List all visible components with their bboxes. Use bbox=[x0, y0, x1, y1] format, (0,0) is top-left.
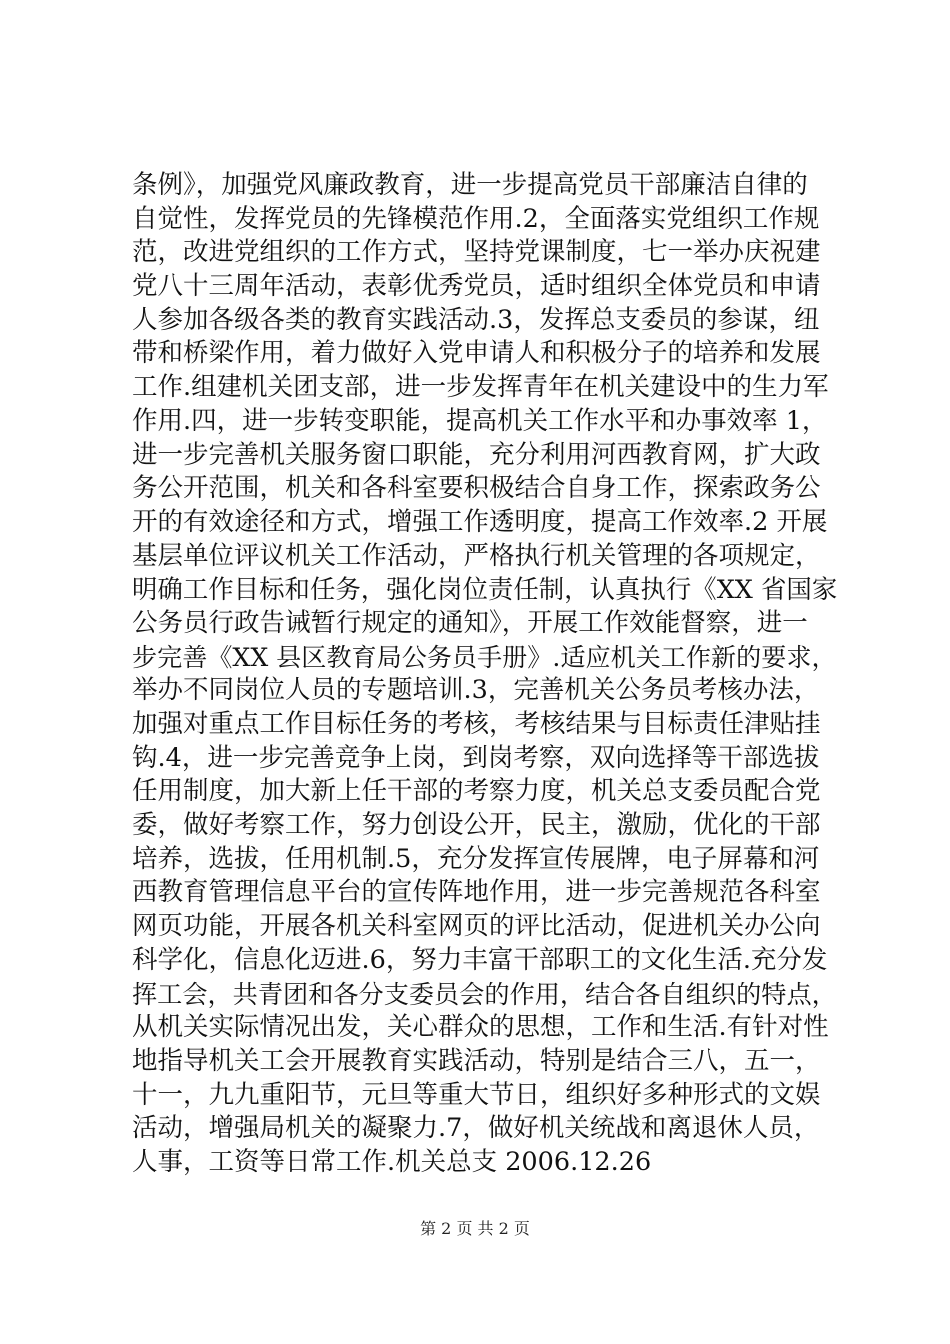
text-line: 范，改进党组织的工作方式，坚持党课制度，七一举办庆祝建 bbox=[132, 237, 821, 268]
text-line: 从机关实际情况出发，关心群众的思想，工作和生活.有针对性 bbox=[132, 1012, 829, 1043]
text-line: 进一步完善机关服务窗口职能，充分利用河西教育网，扩大政 bbox=[132, 439, 821, 470]
text-line: 地指导机关工会开展教育实践活动，特别是结合三八，五一， bbox=[132, 1045, 821, 1076]
text-line: 挥工会，共青团和各分支委员会的作用，结合各自组织的特点， bbox=[132, 979, 837, 1009]
text-line: 培养，选拔，任用机制.5，充分发挥宣传展牌，电子屏幕和河 bbox=[132, 843, 820, 874]
text-line: 党八十三周年活动，表彰优秀党员，适时组织全体党员和申请 bbox=[132, 271, 821, 302]
text-line: 西教育管理信息平台的宣传阵地作用，进一步完善规范各科室 bbox=[132, 877, 821, 908]
text-line: 公务员行政告诫暂行规定的通知》，开展工作效能督察，进一 bbox=[132, 607, 808, 638]
text-line: 条例》，加强党风廉政教育，进一步提高党员干部廉洁自律的 bbox=[132, 170, 808, 200]
text-line: 网页功能，开展各机关科室网页的评比活动，促进机关办公向 bbox=[132, 911, 821, 942]
text-line: 自觉性，发挥党员的先锋模范作用.2，全面落实党组织工作规 bbox=[132, 203, 820, 234]
page-number-footer: 第 2 页 共 2 页 bbox=[420, 1219, 530, 1238]
text-line: 钩.4，进一步完善竞争上岗，到岗考察，双向选择等干部选拔 bbox=[132, 742, 820, 773]
text-line: 活动，增强局机关的凝聚力.7，做好机关统战和离退休人员， bbox=[132, 1113, 820, 1144]
text-line: 任用制度，加大新上任干部的考察力度，机关总支委员配合党 bbox=[132, 776, 821, 807]
text-line: 举办不同岗位人员的专题培训.3，完善机关公务员考核办法， bbox=[132, 675, 820, 706]
text-line: 人事，工资等日常工作.机关总支 2006.12.26 bbox=[132, 1146, 652, 1177]
text-line: 务公开范围，机关和各科室要积极结合自身工作，探索政务公 bbox=[132, 473, 821, 504]
text-line: 步完善《XX 县区教育局公务员手册》.适应机关工作新的要求， bbox=[132, 642, 837, 672]
text-line: 科学化，信息化迈进.6，努力丰富干部职工的文化生活.充分发 bbox=[132, 944, 828, 975]
text-line: 开的有效途径和方式，增强工作透明度，提高工作效率.2 开展 bbox=[132, 506, 828, 537]
text-line: 十一，九九重阳节，元旦等重大节日，组织好多种形式的文娱 bbox=[132, 1079, 821, 1110]
text-line: 明确工作目标和任务，强化岗位责任制，认真执行《XX 省国家 bbox=[132, 574, 838, 605]
text-line: 带和桥梁作用，着力做好入党申请人和积极分子的培养和发展 bbox=[132, 338, 821, 369]
body-paragraph bbox=[132, 169, 837, 1180]
text-line: 基层单位评议机关工作活动，严格执行机关管理的各项规定， bbox=[132, 540, 821, 571]
text-line: 加强对重点工作目标任务的考核，考核结果与目标责任津贴挂 bbox=[132, 709, 821, 739]
text-line: 工作.组建机关团支部，进一步发挥青年在机关建设中的生力军 bbox=[132, 372, 829, 403]
text-line: 人参加各级各类的教育实践活动.3，发挥总支委员的参谋，纽 bbox=[132, 304, 820, 335]
text-line: 作用.四，进一步转变职能，提高机关工作水平和办事效率 1， bbox=[132, 405, 828, 436]
text-line: 委，做好考察工作，努力创设公开，民主，激励，优化的干部 bbox=[132, 810, 821, 841]
